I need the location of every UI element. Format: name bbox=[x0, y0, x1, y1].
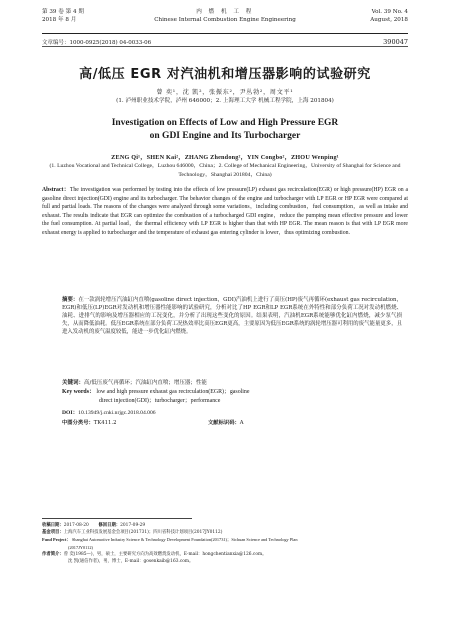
doi-label: DOI： bbox=[62, 410, 79, 416]
keywords-en-line1: low and high pressure exhaust gas recirculation(EGR)；gasoline bbox=[96, 389, 250, 395]
clc-value: TK411.2 bbox=[93, 420, 117, 426]
fund-en-label: Fund Project： bbox=[42, 537, 71, 543]
author2-label: 沈 凯(通信作者)， bbox=[68, 559, 104, 565]
author1-bio: 曾 奕(1985—)，男，硕士，主要研究方向为高效燃烧发动机，E-mail：hongchentianxia@126.com。 bbox=[63, 551, 267, 557]
received-date: 2017-08-20 bbox=[63, 523, 89, 528]
clc-label: 中图分类号： bbox=[62, 420, 94, 426]
footnote-fund-en bbox=[42, 536, 408, 543]
title-en bbox=[42, 117, 408, 143]
keywords-cn-label: 关键词： bbox=[62, 380, 85, 386]
classification-line bbox=[62, 418, 402, 426]
footnote-author1 bbox=[42, 551, 408, 558]
header-divider bbox=[42, 46, 408, 47]
author2-bio: 男，博士，E-mail：gosenkaib@163.com。 bbox=[103, 559, 194, 565]
date-en: August, 2018 bbox=[370, 16, 408, 23]
affiliation-cn: (1. 泸州职业技术学院，泸州 646000；2. 上海理工大学 机械工程学院，上海 201804) bbox=[116, 98, 334, 104]
page-code: 390047 bbox=[383, 38, 408, 46]
title-cn: 高/低压 EGR 对汽油机和增压器影响的试验研究 bbox=[79, 67, 371, 82]
authors-cn: 曾 奕¹，沈 凯²，张振东²，尹丛勃²，周文平¹ bbox=[156, 89, 294, 96]
abstract-en bbox=[42, 186, 408, 237]
date-cn: 2018 年 8 月 bbox=[42, 16, 77, 23]
abstract-cn-text: 在一款涡轮增压汽油缸内直喷(gasoline direct injection，GDI)汽油机上进行了高压(HP)废气再循环(exhaust gas recirculation，EGR)和低压(LP)EGR对发动机和增压器性能影响的试验研究，分析对比了HP EGR和LP EGR系统在外特性和部分负荷工况对发动机燃烧、油耗、进排气的影响及增压器相应的工况变化，并分析了出现这些变化的原因。结果表明，汽油机EGR系统能够优化缸内燃烧，减少泵气损失，从而降低油耗。低压EGR系统在部分负荷工况热效率比高压EGR更高，主要原因为低压EGR系统的涡轮增压器可利用的废气能量更多，且进入发动机的废气温度较低，能进一步优化缸内燃烧。 bbox=[62, 297, 402, 336]
received-label: 收稿日期： bbox=[42, 523, 64, 528]
fund-en-line1: Shanghai Automotive Industry Science & Technology Development Foundation(201731)；Sichuan Science and Technology Plan bbox=[71, 537, 298, 543]
document-code bbox=[208, 418, 244, 426]
keywords-cn-text: 高/低压废气再循环；汽油缸内直喷；增压器；性能 bbox=[84, 380, 207, 386]
title-en-line2: on GDI Engine and Its Turbocharger bbox=[149, 131, 301, 141]
abstract-cn-label: 摘要： bbox=[62, 297, 79, 303]
revised-date: 2017-09-29 bbox=[120, 523, 146, 528]
abstract-cn bbox=[62, 296, 402, 336]
volume-cn: 第 39 卷 第 4 期 bbox=[42, 9, 84, 15]
footnote-divider bbox=[42, 518, 192, 519]
title-en-line1: Investigation on Effects of Low and High Pressure EGR bbox=[111, 118, 339, 128]
keywords-en-label: Key words： bbox=[62, 389, 95, 395]
keywords-cn bbox=[62, 378, 402, 386]
journal-name-en: Chinese Internal Combustion Engine Engineering bbox=[154, 16, 296, 23]
keywords-en bbox=[62, 388, 402, 406]
keywords-en-line2: direct injection(GDI)；turbocharger；performance bbox=[99, 398, 221, 405]
abstract-en-label: Abstract： bbox=[42, 187, 70, 193]
footnote-fund-cn bbox=[42, 529, 408, 536]
journal-name-cn: 内 燃 机 工 程 bbox=[196, 9, 254, 15]
fund-label: 基金项目： bbox=[42, 530, 64, 536]
revised-label: 修回日期： bbox=[98, 523, 121, 528]
header-center bbox=[42, 9, 408, 24]
doc-code-value: A bbox=[239, 420, 244, 426]
footnote-dates bbox=[42, 522, 408, 529]
article-number: 文章编号：1000-0925(2018) 04-0033-06 bbox=[42, 40, 152, 46]
affiliation-en: (1. Luzhou Vocational and Technical College，Luzhou 646000，China；2. College of Mechanical Engineering，University of Shanghai for Science and Technology，Shanghai 201804，China) bbox=[49, 163, 401, 178]
footnotes bbox=[42, 522, 408, 565]
fund-en-line2: (2017JY0112) bbox=[68, 544, 93, 550]
doc-code-label: 文献标识码： bbox=[208, 420, 240, 426]
authors-en: ZENG Qi¹，SHEN Kai²，ZHANG Zhendong²，YIN Congbo²，ZHOU Wenping¹ bbox=[111, 154, 339, 161]
doi-line bbox=[62, 408, 156, 416]
header-right bbox=[370, 9, 408, 24]
abstract-en-text: The investigation was performed by testing into the effects of low pressure(LP) exhaust gas recirculation(EGR) or high pressure(HP) EGR on a gasoline direct injection(GDI) engine and its turbocharger. The behavior changes of the engine and turbocharger with LP EGR or HP EGR were compared at full and partial loads. The reasons of the changes were analyzed through some variations，including combustion，fuel consumption，as well as intake and exhaust. The results indicate that EGR can optimize the combustion of a turbocharged GDI engine，reduce the pumping mean effective pressure and lower the fuel consumption. At partial load，the thermal efficiency with LP EGR is higher than that with HP EGR. The mean reason is that with LP EGR more exhaust energy is applied to turbocharger and the temperature of exhaust gas entering cylinder is lower，thus optimizing combustion. bbox=[42, 187, 408, 236]
doi-value: 10.13949/j.cnki.nrjgc.2018.04.006 bbox=[78, 410, 156, 416]
running-header bbox=[42, 8, 408, 34]
footnote-author2 bbox=[42, 558, 408, 565]
fund-cn: 上海汽车工业科技发展基金会项目(201731)；四川省科技计划项目(2017JY0112) bbox=[63, 530, 223, 536]
volume-en: Vol. 39 No. 4 bbox=[371, 9, 408, 15]
author-bio-label: 作者简介： bbox=[42, 551, 64, 557]
